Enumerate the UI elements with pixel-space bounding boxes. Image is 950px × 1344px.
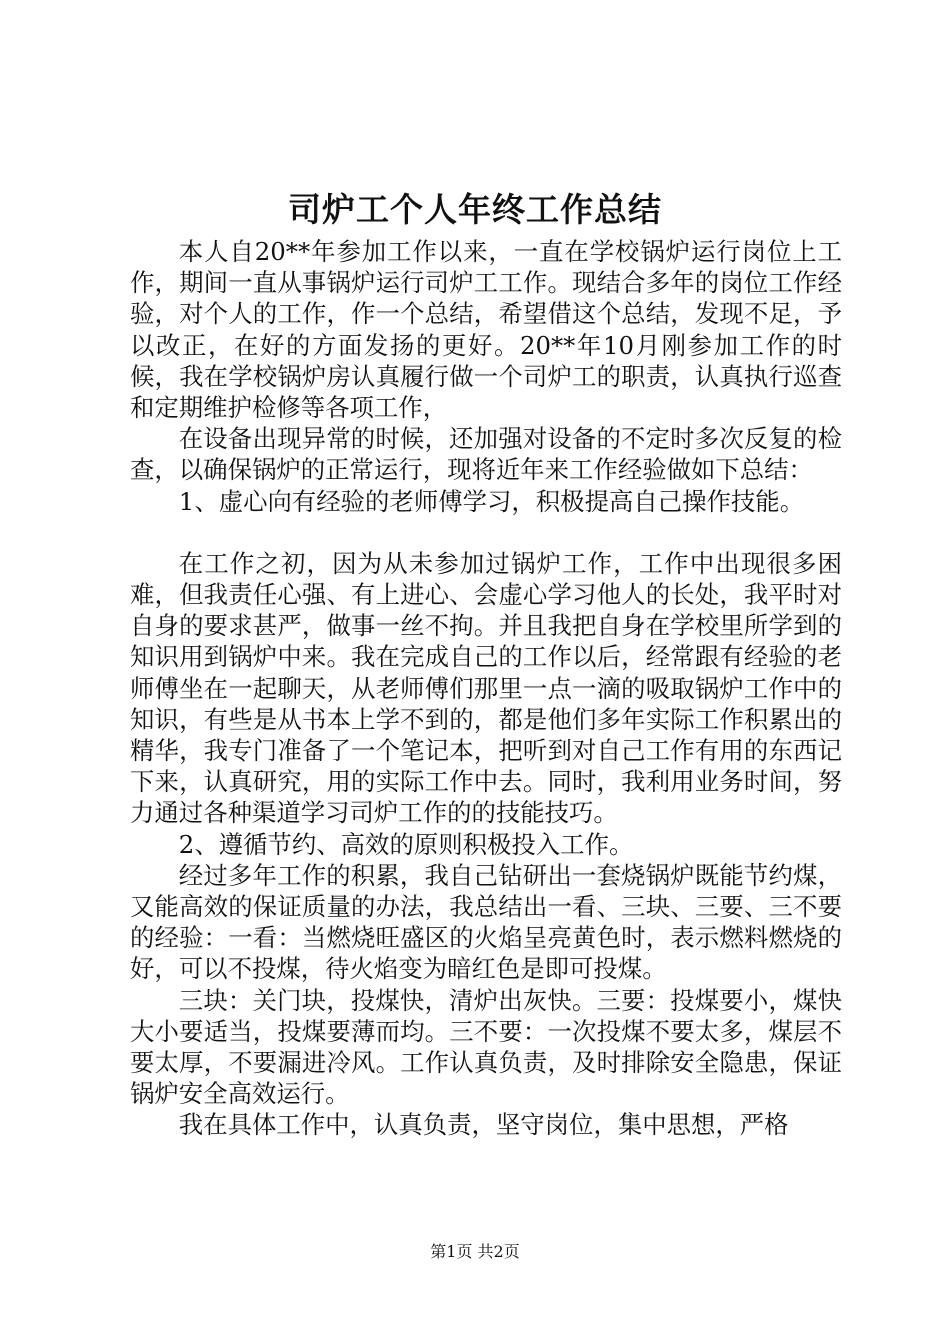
paragraph: 在设备出现异常的时候，还加强对设备的不定时多次反复的检查，以确保锅炉的正常运行，现将近年来工作经验做如下总结：	[130, 424, 842, 485]
paragraph: 三块：关门块，投煤快，清炉出灰快。三要：投煤要小，煤快大小要适当，投煤要薄而均。三不要：一次投煤不要太多，煤层不要太厚，不要漏进冷风。工作认真负责，及时排除安全隐患，保证锅炉安全高效运行。	[130, 985, 842, 1109]
paragraph: 经过多年工作的积累，我自己钻研出一套烧锅炉既能节约煤，又能高效的保证质量的办法，我总结出一看、三块、三要、三不要的经验：一看：当燃烧旺盛区的火焰呈亮黄色时，表示燃料燃烧的好，可以不投煤，待火焰变为暗红色是即可投煤。	[130, 860, 842, 984]
section-heading: 2、遵循节约、高效的原则积极投入工作。	[178, 829, 634, 859]
paragraph: 本人自20**年参加工作以来，一直在学校锅炉运行岗位上工作，期间一直从事锅炉运行司炉工工作。现结合多年的岗位工作经验，对个人的工作，作一个总结，希望借这个总结，发现不足，予以改正，在好的方面发扬的更好。20**年10月刚参加工作的时候，我在学校锅炉房认真履行做一个司炉工的职责，认真执行巡查和定期维护检修等各项工作，	[130, 237, 842, 423]
document-title: 司炉工个人年终工作总结	[288, 190, 662, 229]
section-heading: 1、虚心向有经验的老师傅学习，积极提高自己操作技能。	[178, 486, 805, 516]
page-footer: 第1页 共2页	[430, 1242, 520, 1261]
paragraph: 我在具体工作中，认真负责，坚守岗位，集中思想，严格	[178, 1110, 789, 1140]
document-body	[130, 236, 842, 1141]
paragraph: 在工作之初，因为从未参加过锅炉工作，工作中出现很多困难，但我责任心强、有上进心、会虚心学习他人的长处，我平时对自身的要求甚严，做事一丝不拘。并且我把自身在学校里所学到的知识用到锅炉中来。我在完成自己的工作以后，经常跟有经验的老师傅坐在一起聊天，从老师傅们那里一点一滴的吸取锅炉工作中的知识，有些是从书本上学不到的，都是他们多年实际工作积累出的精华，我专门准备了一个笔记本，把听到对自己工作有用的东西记下来，认真研究，用的实际工作中去。同时，我利用业务时间，努力通过各种渠道学习司炉工作的的技能技巧。	[130, 548, 842, 828]
